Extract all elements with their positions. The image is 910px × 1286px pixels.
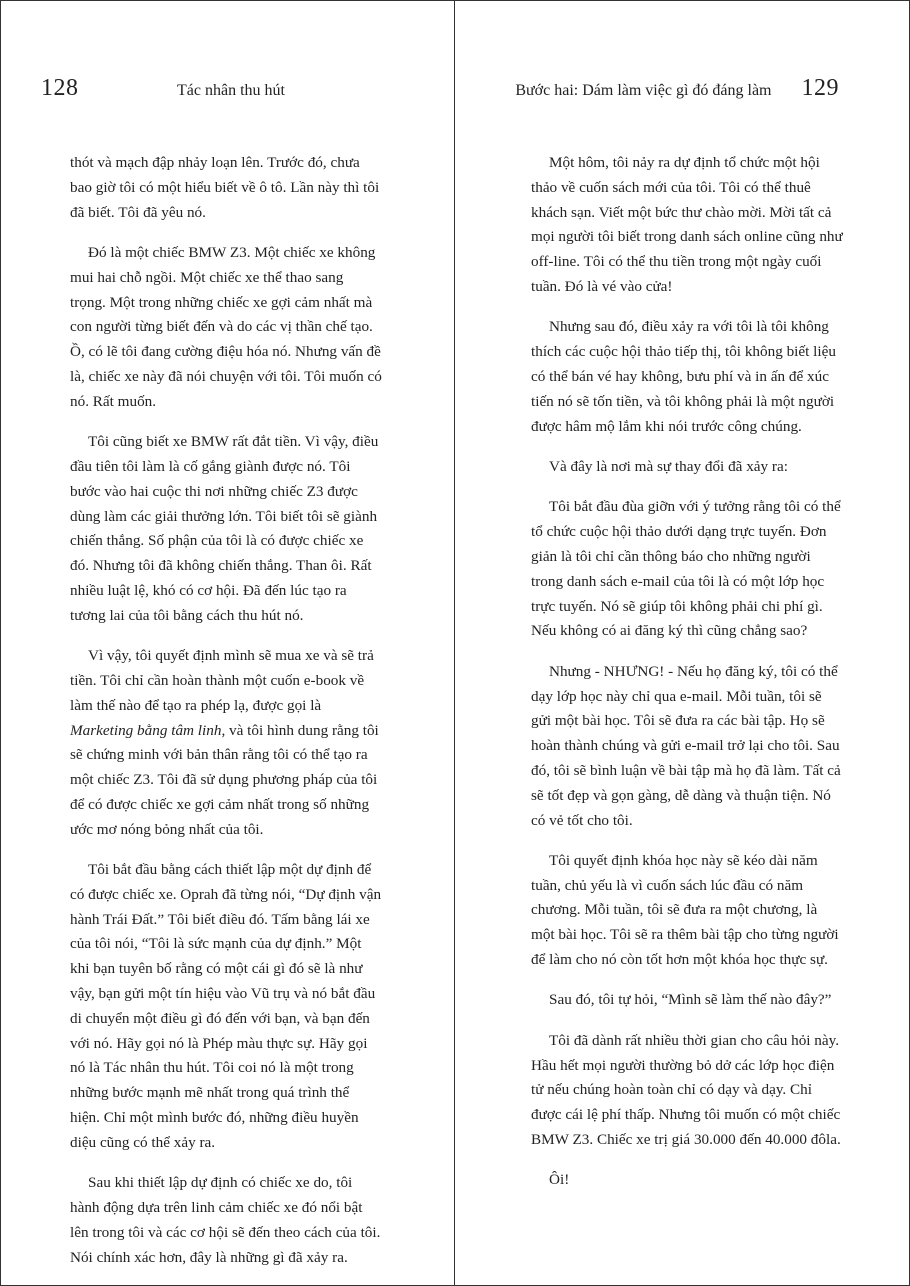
paragraph: Sau khi thiết lập dự định có chiếc xe do, tôi hành động dựa trên linh cảm chiếc xe đó nổi bật lên trong tôi và các cơ hội sẽ đến theo cách của tôi. Nói chính xác hơn, đây là những gì đã xảy ra.: [70, 1174, 381, 1266]
book-title-italic: Marketing bằng tâm linh: [70, 721, 222, 739]
right-page-body: [531, 151, 843, 1209]
paragraph: Sau đó, tôi tự hỏi, “Mình sẽ làm thế nào đây?”: [549, 991, 832, 1009]
paragraph: Tôi bắt đầu đùa giỡn với ý tưởng rằng tôi có thể tổ chức cuộc hội thảo dưới dạng trực tuyến. Đơn giản là tôi chỉ cần thông báo cho những người trong danh sách e-mail của tôi là có một lớp học trực tuyến. Nó sẽ giúp tôi không phải chi phí gì. Nếu không có ai đăng ký thì cũng chẳng sao?: [531, 498, 841, 640]
paragraph: Ôi!: [549, 1171, 570, 1189]
paragraph-text: , và tôi hình dung rằng tôi sẽ chứng minh với bản thân rằng tôi có thể tạo ra một chiếc Z3. Tôi đã sử dụng phương pháp của tôi để có được chiếc xe gợi cảm nhất trong số những ước mơ nóng bỏng nhất của tôi.: [70, 721, 379, 838]
paragraph: Một hôm, tôi nảy ra dự định tổ chức một hội thảo về cuốn sách mới của tôi. Tôi có thể thuê khách sạn. Viết một bức thư chào mời. Mời tất cả mọi người tôi biết trong danh sách online cũng như off-line. Tôi có thể thu tiền trong một ngày cuối tuần. Đó là vé vào cửa!: [531, 154, 843, 295]
paragraph: Tôi quyết định khóa học này sẽ kéo dài năm tuần, chủ yếu là vì cuốn sách lúc đầu có năm chương. Mỗi tuần, tôi sẽ đưa ra một chương, là một bài học. Tôi sẽ ra thêm bài tập cho từng người để làm cho nó còn tốt hơn một khóa học thực sự.: [531, 851, 839, 969]
running-head: Tác nhân thu hút: [177, 82, 285, 99]
right-page-header: [495, 75, 839, 105]
left-page-header: [41, 75, 414, 105]
paragraph: [70, 644, 382, 842]
paragraph-text: Vì vậy, tôi quyết định mình sẽ mua xe và sẽ trả tiền. Tôi chỉ cần hoàn thành một cuốn e-book về làm thế nào để tạo ra phép lạ, được gọi là: [70, 647, 374, 714]
paragraph: Tôi bắt đầu bằng cách thiết lập một dự định để có được chiếc xe. Oprah đã từng nói, “Dự định vận hành Trái Đất.” Tôi biết điều đó. Tấm bằng lái xe của tôi nói, “Tôi là sức mạnh của dự định.” Một khi bạn tuyên bố rằng có một cái gì đó sẽ là như vậy, bạn gửi một tín hiệu vào Vũ trụ và nó bắt đầu di chuyển một điều gì đó đến với bạn, và bạn đến với nó. Hãy gọi nó là Phép màu thực sự. Hãy gọi nó là Tác nhân thu hút. Tôi coi nó là một trong những bước mạnh mẽ nhất trong quá trình thể hiện. Chỉ một mình bước đó, những điều huyền diệu cũng có thể xảy ra.: [70, 861, 382, 1151]
running-head: Bước hai: Dám làm việc gì đó đáng làm: [515, 82, 772, 99]
page-number: 128: [41, 75, 79, 101]
page-number: 129: [801, 75, 839, 101]
paragraph: Tôi đã dành rất nhiều thời gian cho câu hỏi này. Hầu hết mọi người thường bỏ dở các lớp học điện tử nếu chúng hoàn toàn chỉ có dạy và dạy. Chỉ được cái lệ phí thấp. Nhưng tôi muốn có một chiếc BMW Z3. Chiếc xe trị giá 30.000 đến 40.000 đôla.: [531, 1031, 841, 1149]
paragraph: Tôi cũng biết xe BMW rất đắt tiền. Vì vậy, điều đầu tiên tôi làm là cố gắng giành được nó. Tôi bước vào hai cuộc thi nơi những chiếc Z3 được dùng làm các giải thưởng lớn. Tôi biết tôi sẽ giành chiến thắng. Số phận của tôi là có được chiếc xe đó. Nhưng tôi đã không chiến thắng. Than ôi. Rất nhiều luật lệ, khó có cơ hội. Đã đến lúc tạo ra tương lai của tôi bằng cách thu hút nó.: [70, 433, 379, 624]
paragraph: Đó là một chiếc BMW Z3. Một chiếc xe không mui hai chỗ ngồi. Một chiếc xe thể thao sang trọng. Một trong những chiếc xe gợi cảm nhất mà con người từng biết đến và do các vị thần chế tạo. Ồ, có lẽ tôi đang cường điệu hóa nó. Nhưng vấn đề là, chiếc xe này đã nói chuyện với tôi. Tôi muốn có nó. Rất muốn.: [70, 243, 382, 410]
paragraph: thót và mạch đập nhảy loạn lên. Trước đó, chưa bao giờ tôi có một hiểu biết về ô tô. Lần này thì tôi đã biết. Tôi đã yêu nó.: [70, 154, 380, 221]
paragraph: Nhưng - NHƯNG! - Nếu họ đăng ký, tôi có thể dạy lớp học này chỉ qua e-mail. Mỗi tuần, tôi sẽ gửi một bài học. Tôi sẽ đưa ra các bài tập. Họ sẽ hoàn thành chúng và gửi e-mail trở lại cho tôi. Sau đó, tôi sẽ bình luận về bài tập mà họ đã làm. Tất cả sẽ tốt đẹp và gọn gàng, dễ dàng và thuận tiện. Nó có vẻ tốt cho tôi.: [531, 662, 841, 829]
paragraph: Và đây là nơi mà sự thay đổi đã xảy ra:: [549, 457, 788, 475]
left-page: [1, 1, 455, 1285]
right-page: [455, 1, 909, 1285]
paragraph: Nhưng sau đó, điều xảy ra với tôi là tôi không thích các cuộc hội thảo tiếp thị, tôi không biết liệu có thể bán vé hay không, bưu phí và in ấn để xúc tiến nó sẽ tốn tiền, và tôi không phải là một người được hâm mộ lắm khi nói trước công chúng.: [531, 318, 836, 435]
left-page-body: [70, 151, 382, 1286]
